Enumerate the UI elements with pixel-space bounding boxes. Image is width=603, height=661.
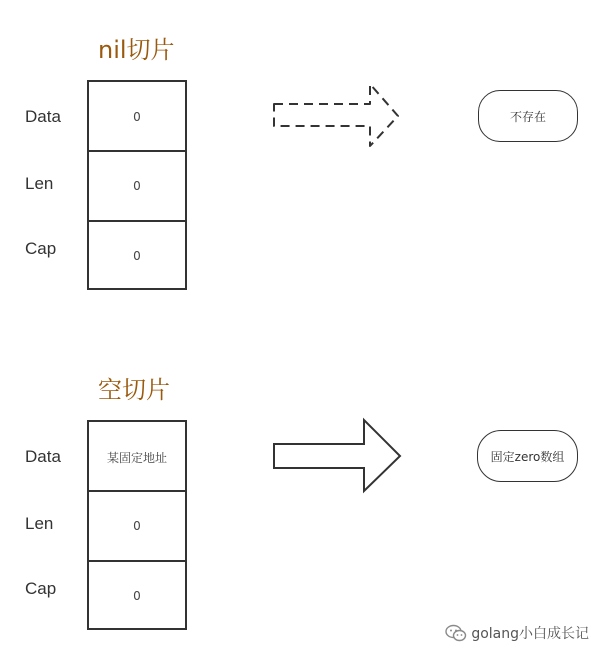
solid-arrow — [270, 415, 405, 495]
nil-slice-data-label: Data — [25, 107, 61, 126]
nil-slice-cap-cell: 0 — [89, 220, 185, 290]
dashed-arrow — [270, 80, 405, 150]
empty-slice-target: 固定zero数组 — [477, 430, 578, 482]
empty-slice-title: 空切片 — [98, 376, 170, 404]
empty-slice-len-label: Len — [25, 514, 54, 533]
empty-slice-cap-cell: 0 — [89, 560, 185, 630]
empty-slice-header-box — [87, 420, 187, 630]
empty-slice-len-cell: 0 — [89, 490, 185, 560]
nil-slice-cap-label: Cap — [25, 239, 57, 258]
watermark-text: golang小白成长记 — [471, 626, 589, 642]
watermark — [445, 623, 589, 643]
nil-slice-len-cell: 0 — [89, 150, 185, 220]
nil-slice-len-label: Len — [25, 174, 54, 193]
empty-slice-data-label: Data — [25, 447, 61, 466]
wechat-icon — [445, 624, 467, 642]
nil-slice-header-box — [87, 80, 187, 290]
empty-slice-cap-label: Cap — [25, 579, 57, 598]
nil-slice-data-cell: 0 — [133, 110, 141, 124]
nil-slice-target: 不存在 — [478, 90, 578, 142]
empty-slice-data-cell: 某固定地址 — [106, 450, 167, 465]
nil-slice-title: nil切片 — [98, 36, 175, 64]
